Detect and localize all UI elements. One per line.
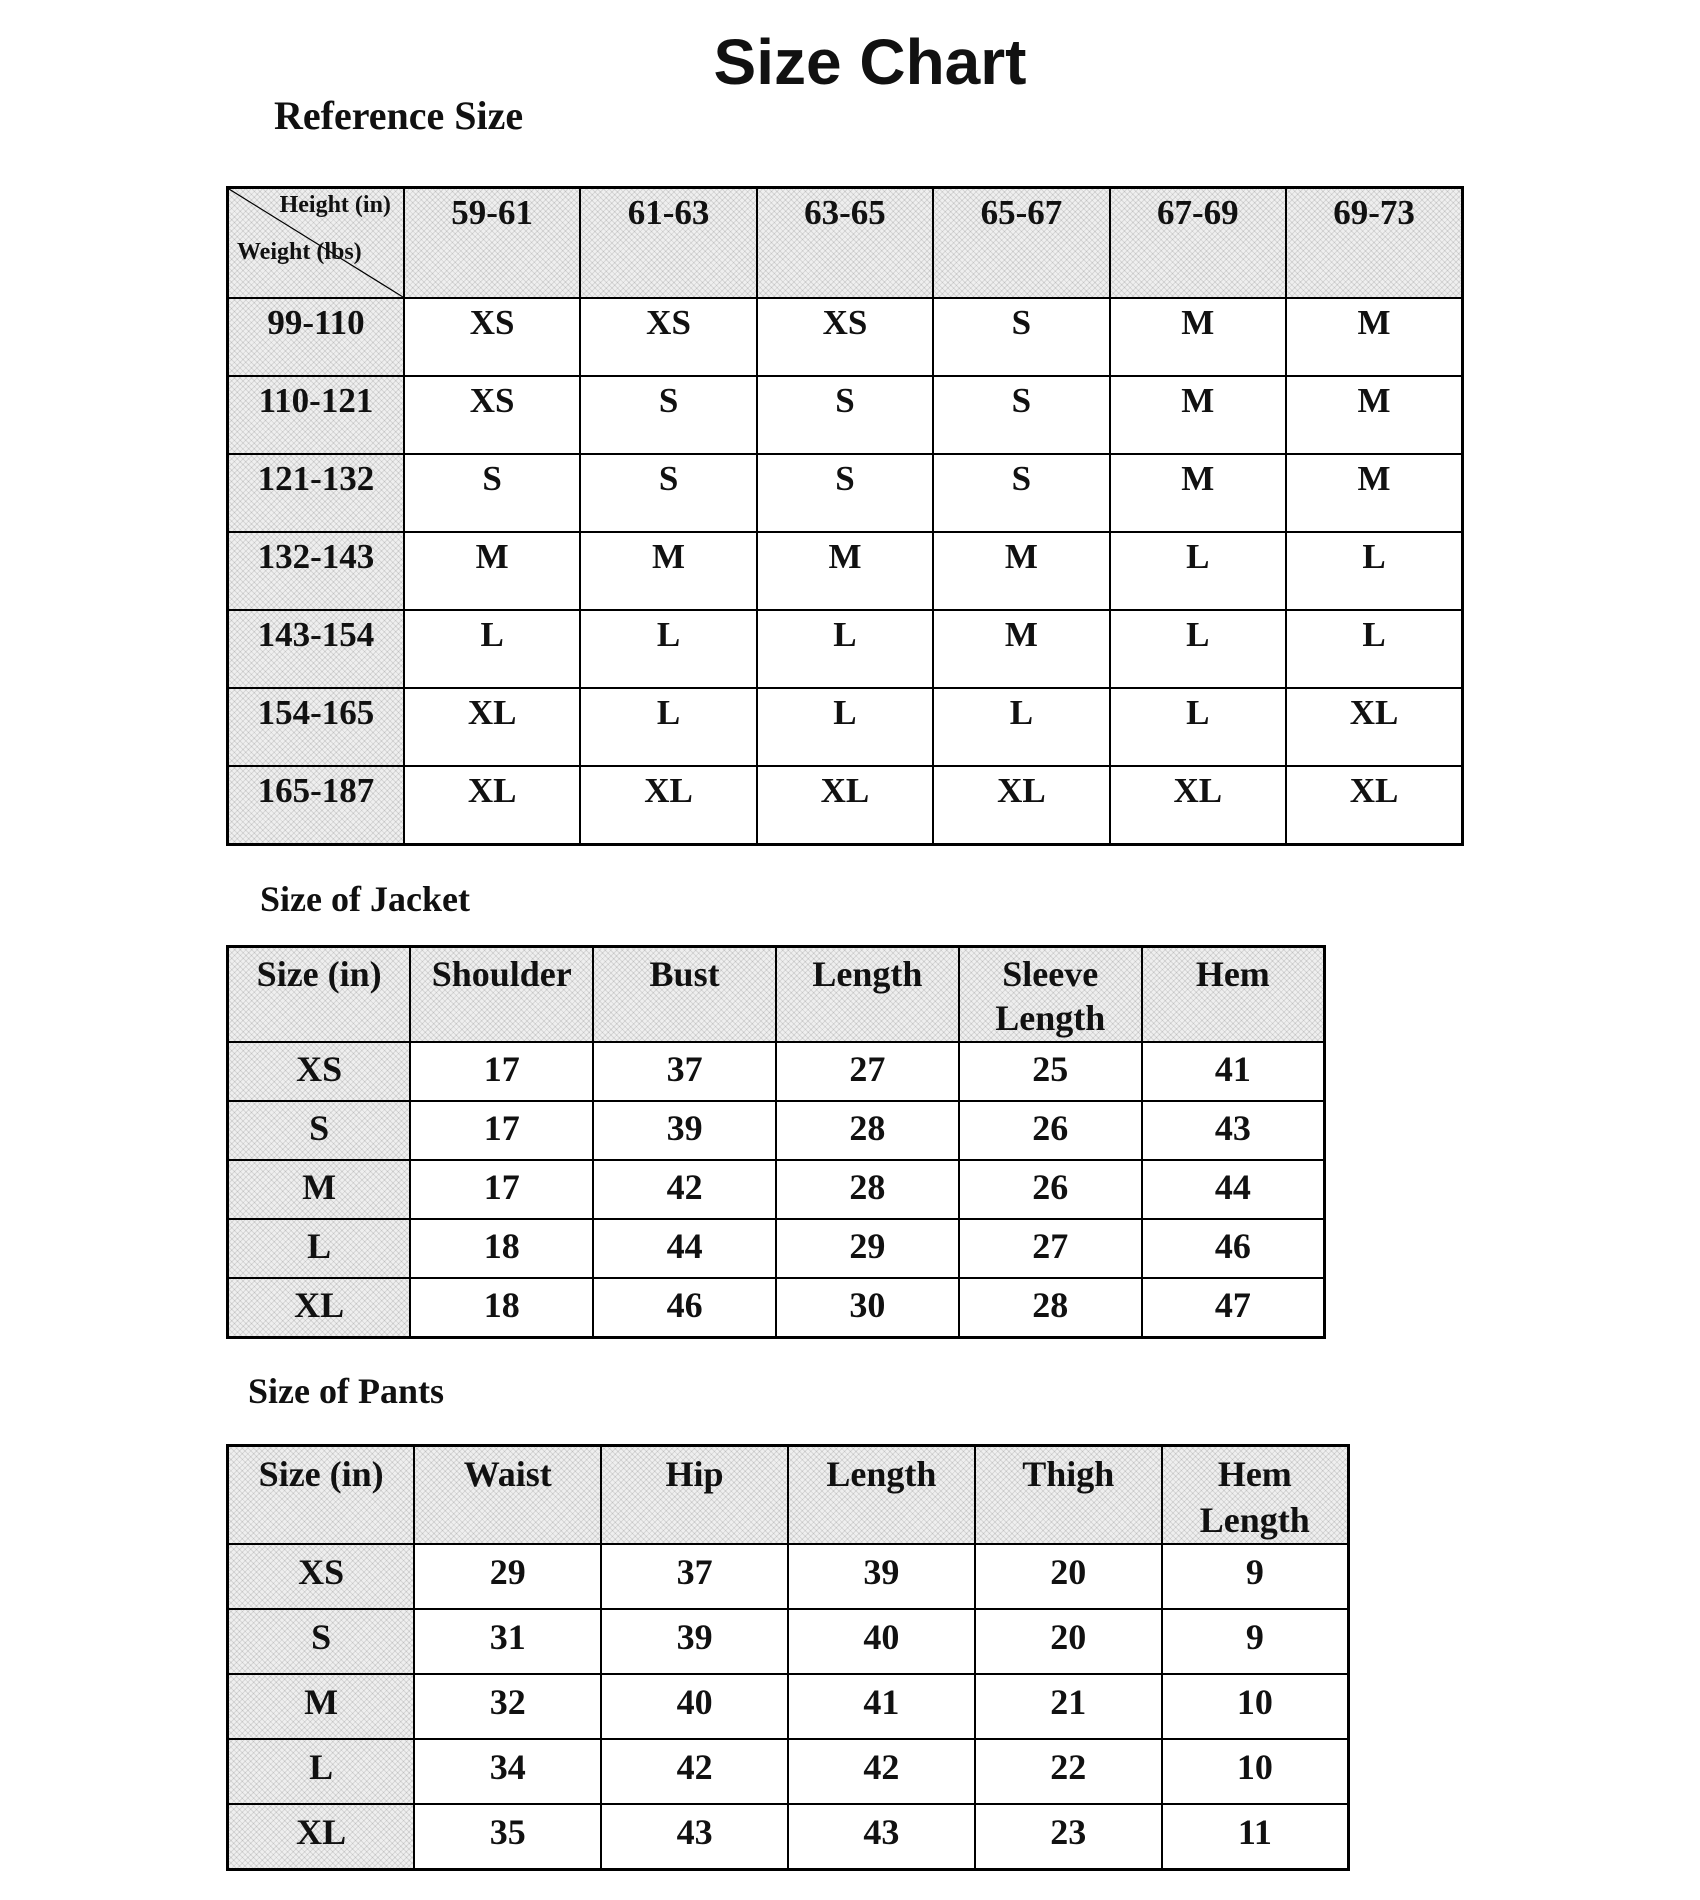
size-label-cell: S xyxy=(228,1609,415,1674)
column-header: Length xyxy=(776,947,959,1043)
size-cell: XL xyxy=(933,766,1109,845)
column-header: Bust xyxy=(593,947,776,1043)
size-cell: L xyxy=(404,610,580,688)
size-cell: XL xyxy=(580,766,756,845)
table-row xyxy=(228,532,1463,610)
measurement-cell: 28 xyxy=(776,1160,959,1219)
size-label-cell: S xyxy=(228,1101,411,1160)
weight-cell: 110-121 xyxy=(228,376,404,454)
column-header: Hem Length xyxy=(1162,1446,1349,1545)
column-header: Size (in) xyxy=(228,1446,415,1545)
table-row xyxy=(228,1609,1349,1674)
reference-size-heading: Reference Size xyxy=(274,93,524,138)
size-label-cell: XS xyxy=(228,1544,415,1609)
measurement-cell: 20 xyxy=(975,1544,1162,1609)
table-row xyxy=(228,1101,1325,1160)
page-title: Size Chart xyxy=(713,26,1027,98)
column-header: Hip xyxy=(601,1446,788,1545)
measurement-cell: 46 xyxy=(1142,1219,1325,1278)
column-header: Size (in) xyxy=(228,947,411,1043)
measurement-cell: 18 xyxy=(410,1278,593,1338)
size-cell: L xyxy=(1286,610,1462,688)
table-row xyxy=(228,1160,1325,1219)
column-header: Sleeve Length xyxy=(959,947,1142,1043)
size-cell: L xyxy=(1286,532,1462,610)
corner-header-cell xyxy=(228,188,404,299)
size-label-cell: L xyxy=(228,1219,411,1278)
measurement-cell: 40 xyxy=(788,1609,975,1674)
reference-size-table xyxy=(226,186,1464,846)
measurement-cell: 44 xyxy=(1142,1160,1325,1219)
height-header-cell: 61-63 xyxy=(580,188,756,299)
column-header: Shoulder xyxy=(410,947,593,1043)
size-label-cell: XL xyxy=(228,1804,415,1870)
weight-cell: 132-143 xyxy=(228,532,404,610)
table-row xyxy=(228,688,1463,766)
table-row xyxy=(228,1739,1349,1804)
size-label-cell: M xyxy=(228,1160,411,1219)
size-cell: XL xyxy=(1286,766,1462,845)
table-row xyxy=(228,376,1463,454)
measurement-cell: 41 xyxy=(788,1674,975,1739)
measurement-cell: 41 xyxy=(1142,1042,1325,1101)
measurement-cell: 39 xyxy=(593,1101,776,1160)
size-cell: L xyxy=(757,688,933,766)
table-header-row xyxy=(228,947,1325,1043)
size-cell: S xyxy=(933,454,1109,532)
table-row xyxy=(228,298,1463,376)
size-cell: XS xyxy=(404,298,580,376)
weight-cell: 154-165 xyxy=(228,688,404,766)
measurement-cell: 39 xyxy=(601,1609,788,1674)
size-cell: M xyxy=(1110,376,1286,454)
size-cell: M xyxy=(1286,454,1462,532)
jacket-size-table xyxy=(226,945,1326,1339)
measurement-cell: 31 xyxy=(414,1609,601,1674)
size-cell: XL xyxy=(404,688,580,766)
measurement-cell: 9 xyxy=(1162,1544,1349,1609)
size-cell: M xyxy=(757,532,933,610)
table-row xyxy=(228,610,1463,688)
size-label-cell: M xyxy=(228,1674,415,1739)
measurement-cell: 25 xyxy=(959,1042,1142,1101)
pants-size-table xyxy=(226,1444,1350,1871)
measurement-cell: 35 xyxy=(414,1804,601,1870)
jacket-size-heading: Size of Jacket xyxy=(260,879,470,919)
size-cell: M xyxy=(404,532,580,610)
size-cell: XS xyxy=(404,376,580,454)
measurement-cell: 43 xyxy=(788,1804,975,1870)
height-header-cell: 65-67 xyxy=(933,188,1109,299)
size-cell: M xyxy=(933,610,1109,688)
size-cell: S xyxy=(757,376,933,454)
measurement-cell: 43 xyxy=(601,1804,788,1870)
table-row xyxy=(228,1278,1325,1338)
size-cell: L xyxy=(757,610,933,688)
measurement-cell: 29 xyxy=(414,1544,601,1609)
measurement-cell: 43 xyxy=(1142,1101,1325,1160)
size-cell: XS xyxy=(757,298,933,376)
weight-cell: 99-110 xyxy=(228,298,404,376)
measurement-cell: 17 xyxy=(410,1160,593,1219)
measurement-cell: 37 xyxy=(601,1544,788,1609)
size-cell: L xyxy=(580,688,756,766)
weight-cell: 121-132 xyxy=(228,454,404,532)
measurement-cell: 42 xyxy=(593,1160,776,1219)
size-label-cell: XL xyxy=(228,1278,411,1338)
table-row xyxy=(228,1544,1349,1609)
size-label-cell: L xyxy=(228,1739,415,1804)
size-cell: S xyxy=(404,454,580,532)
weight-cell: 165-187 xyxy=(228,766,404,845)
size-cell: L xyxy=(580,610,756,688)
table-row xyxy=(228,1219,1325,1278)
size-cell: XS xyxy=(580,298,756,376)
measurement-cell: 17 xyxy=(410,1101,593,1160)
size-cell: S xyxy=(933,298,1109,376)
height-axis-label: Height (in) xyxy=(279,192,391,218)
measurement-cell: 39 xyxy=(788,1544,975,1609)
size-cell: L xyxy=(1110,610,1286,688)
size-cell: S xyxy=(933,376,1109,454)
measurement-cell: 30 xyxy=(776,1278,959,1338)
height-header-cell: 63-65 xyxy=(757,188,933,299)
pants-size-heading: Size of Pants xyxy=(248,1371,444,1411)
measurement-cell: 26 xyxy=(959,1160,1142,1219)
table-row xyxy=(228,1042,1325,1101)
weight-cell: 143-154 xyxy=(228,610,404,688)
measurement-cell: 23 xyxy=(975,1804,1162,1870)
size-cell: M xyxy=(1286,298,1462,376)
measurement-cell: 28 xyxy=(959,1278,1142,1338)
measurement-cell: 18 xyxy=(410,1219,593,1278)
size-cell: M xyxy=(580,532,756,610)
size-cell: S xyxy=(580,454,756,532)
measurement-cell: 29 xyxy=(776,1219,959,1278)
size-cell: M xyxy=(933,532,1109,610)
column-header: Waist xyxy=(414,1446,601,1545)
measurement-cell: 44 xyxy=(593,1219,776,1278)
size-cell: XL xyxy=(757,766,933,845)
size-cell: S xyxy=(757,454,933,532)
table-header-row xyxy=(228,1446,1349,1545)
measurement-cell: 32 xyxy=(414,1674,601,1739)
table-row xyxy=(228,454,1463,532)
measurement-cell: 42 xyxy=(601,1739,788,1804)
size-cell: L xyxy=(1110,532,1286,610)
measurement-cell: 42 xyxy=(788,1739,975,1804)
size-cell: XL xyxy=(1110,766,1286,845)
column-header: Thigh xyxy=(975,1446,1162,1545)
table-header-row xyxy=(228,188,1463,299)
measurement-cell: 34 xyxy=(414,1739,601,1804)
measurement-cell: 27 xyxy=(776,1042,959,1101)
measurement-cell: 20 xyxy=(975,1609,1162,1674)
size-cell: M xyxy=(1110,298,1286,376)
height-header-cell: 59-61 xyxy=(404,188,580,299)
size-cell: XL xyxy=(1286,688,1462,766)
measurement-cell: 11 xyxy=(1162,1804,1349,1870)
measurement-cell: 37 xyxy=(593,1042,776,1101)
table-row xyxy=(228,1674,1349,1739)
height-header-cell: 67-69 xyxy=(1110,188,1286,299)
measurement-cell: 10 xyxy=(1162,1674,1349,1739)
table-row xyxy=(228,766,1463,845)
measurement-cell: 27 xyxy=(959,1219,1142,1278)
size-cell: M xyxy=(1110,454,1286,532)
measurement-cell: 10 xyxy=(1162,1739,1349,1804)
measurement-cell: 40 xyxy=(601,1674,788,1739)
weight-axis-label: Weight (lbs) xyxy=(237,239,362,265)
size-cell: XL xyxy=(404,766,580,845)
column-header: Length xyxy=(788,1446,975,1545)
measurement-cell: 17 xyxy=(410,1042,593,1101)
measurement-cell: 28 xyxy=(776,1101,959,1160)
measurement-cell: 21 xyxy=(975,1674,1162,1739)
measurement-cell: 22 xyxy=(975,1739,1162,1804)
size-cell: S xyxy=(580,376,756,454)
column-header: Hem xyxy=(1142,947,1325,1043)
measurement-cell: 9 xyxy=(1162,1609,1349,1674)
measurement-cell: 26 xyxy=(959,1101,1142,1160)
measurement-cell: 46 xyxy=(593,1278,776,1338)
table-row xyxy=(228,1804,1349,1870)
size-cell: L xyxy=(933,688,1109,766)
measurement-cell: 47 xyxy=(1142,1278,1325,1338)
size-cell: L xyxy=(1110,688,1286,766)
size-cell: M xyxy=(1286,376,1462,454)
size-label-cell: XS xyxy=(228,1042,411,1101)
height-header-cell: 69-73 xyxy=(1286,188,1462,299)
